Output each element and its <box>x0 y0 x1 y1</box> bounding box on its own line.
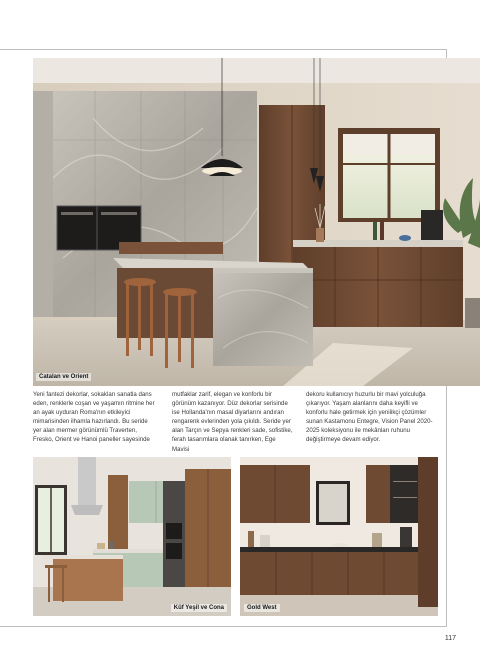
bottom-right-kitchen-illustration <box>240 457 438 616</box>
bottom-left-kitchen-photo <box>33 457 231 616</box>
main-photo-caption: Catalan ve Orient <box>36 373 91 381</box>
bottom-right-kitchen-photo <box>240 457 438 616</box>
main-kitchen-photo <box>33 58 480 386</box>
bottom-left-photo-caption: Küf Yeşil ve Cona <box>171 604 227 612</box>
bottom-left-kitchen-illustration <box>33 457 231 616</box>
body-text-column-2: mutfaklar zarif, elegan ve konforlu bir görünüm kazanıyor. Düz dekorlar serisinde ise Hollanda'nın masal diyarlarını andıran rengarenk evlerinden yola çıkıldı. Seride yer alan Tarçın ve Sepya renkleri sade, sofistike, ferah tasarımlara olanak tanırken, Ege Mavisi <box>172 391 293 453</box>
body-text-column-1: Yeni fantezi dekorlar, sokakları sanatla dans eden, renklerle coşan ve yaşamın ritmine her an ayak uyduran Roma'nın etkileyici mimarisinden ilhamla hazırlandı. Bu seride yer alan mermer görünümlü Traverten, Fresko, Orient ve Hanoi paneller sayesinde <box>33 391 155 444</box>
top-frame-line <box>0 49 447 50</box>
bottom-right-photo-caption: Gold West <box>244 604 280 612</box>
main-kitchen-illustration <box>33 58 480 386</box>
page-number: 117 <box>444 635 456 642</box>
body-text-column-3: dekoru kullanıcıyı huzurlu bir mavi yolculuğa çıkarıyor. Yaşam alanlarını daha keyifli ve konforlu hale getirmek için yenilikçi çözümler sunan Kastamonu Entegre, Vision Panel 2020-2025 koleksiyonu ile mekânları ruhunu değiştirmeye devam ediyor. <box>306 391 433 444</box>
bottom-frame-line <box>0 626 447 627</box>
